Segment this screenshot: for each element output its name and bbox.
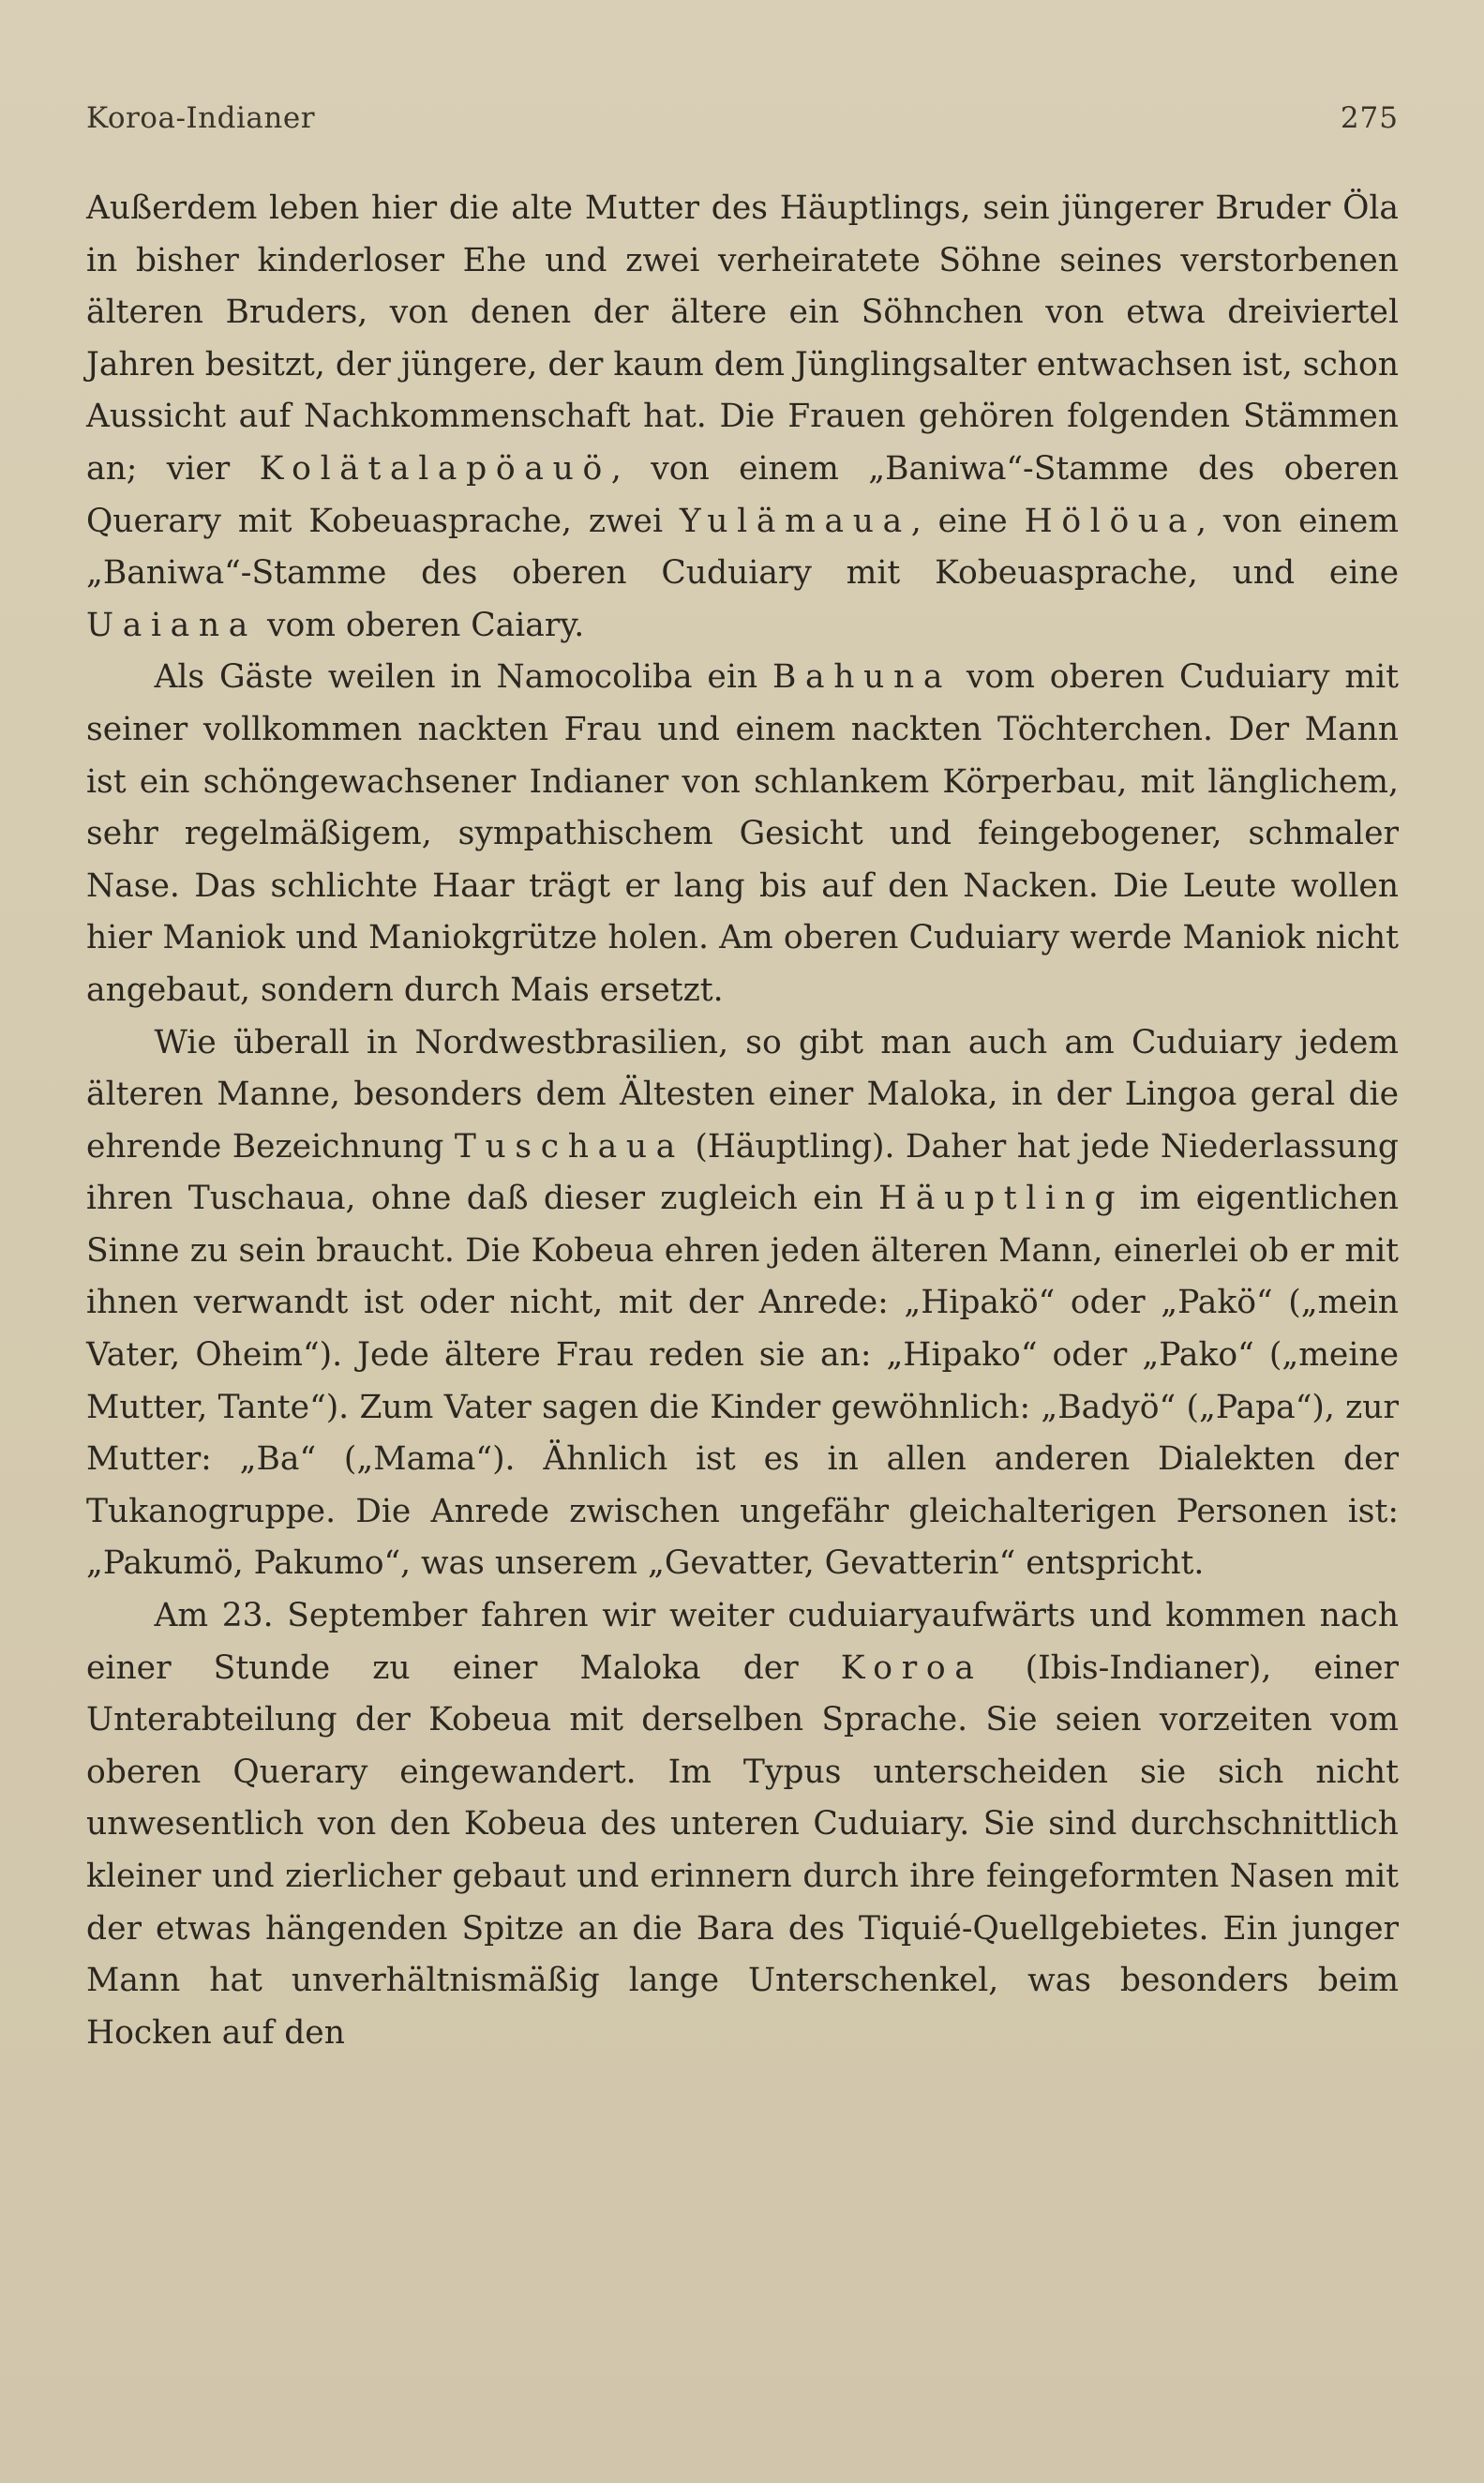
paragraph: [86, 652, 1399, 1016]
running-title: Koroa-Indianer: [86, 101, 316, 135]
spaced-name: Hölöua: [1024, 502, 1197, 540]
spaced-name: Koroa: [840, 1648, 983, 1687]
spaced-name: Yulämaua: [679, 502, 911, 540]
spaced-name: Tuschaua: [454, 1127, 684, 1166]
text-run: vom oberen Caiary.: [257, 606, 585, 644]
body-text: [86, 183, 1399, 2059]
text-run: Als Gäste weilen in Namocoliba ein: [154, 658, 772, 697]
paragraph: [86, 1017, 1399, 1591]
text-run: , eine: [910, 502, 1025, 540]
text-run: , von einem „Baniwa“-Stamme des oberen Querary mit Kobeuasprache, zwei: [86, 449, 1400, 540]
page-header: [86, 101, 1399, 143]
text-run: im eigentlichen Sinne zu sein braucht. Die Kobeua ehren jeden älteren Mann, einerlei ob er mit ihnen verwandt ist oder nicht, mit der Anrede: „Hipakö“ oder „Pakö“ („mein Vater, Oheim“). Jede ältere Frau reden sie an: „Hipako“ oder „Pako“ („meine Mutter, Tante“). Zum Vater sagen die Kinder gewöhnlich: „Badyö“ („Papa“), zur Mutter: „Ba“ („Mama“). Ähnlich ist es in allen anderen Dialekten der Tukanogruppe. Die Anrede zwischen ungefähr gleichalterigen Personen ist: „Pakumö, Pakumo“, was unserem „Gevatter, Gevatterin“ entspricht.: [86, 1180, 1399, 1583]
spaced-name: Häuptling: [878, 1180, 1125, 1218]
text-run: (Häuptling). Daher hat jede Niederlassung ihren Tuschaua, ohne daß dieser zugleich ein: [86, 1127, 1399, 1218]
text-run: Am 23. September fahren wir weiter cuduiaryaufwärts und kommen nach einer Stunde zu einer Maloka der: [86, 1597, 1399, 1687]
spaced-name: Kolätalapöauö: [259, 449, 611, 488]
text-run: vom oberen Cuduiary mit seiner vollkommen nackten Frau und einem nackten Töchterchen. Der Mann ist ein schöngewachsener Indianer von schlankem Körperbau, mit länglichem, sehr regelmäßigem, sympathischem Gesicht und feingebogener, schmaler Nase. Das schlichte Haar trägt er lang bis auf den Nacken. Die Leute wollen hier Maniok und Maniokgrütze holen. Am oberen Cuduiary werde Maniok nicht angebaut, sondern durch Mais ersetzt.: [86, 658, 1399, 1009]
page-number: 275: [1340, 101, 1399, 135]
paragraph: [86, 183, 1399, 652]
spaced-name: Bahuna: [772, 658, 952, 697]
spaced-name: Uaiana: [86, 606, 257, 644]
text-run: Außerdem leben hier die alte Mutter des Häuptlings, sein jüngerer Bruder Öla in bisher kinderloser Ehe und zwei verheiratete Söhne seines verstorbenen älteren Bruders, von denen der ältere ein Söhnchen von etwa dreiviertel Jahren besitzt, der jüngere, der kaum dem Jünglingsalter entwachsen ist, schon Aussicht auf Nachkommenschaft hat. Die Frauen gehören folgenden Stämmen an; vier: [86, 189, 1399, 488]
text-run: , von einem „Baniwa“-Stamme des oberen Cuduiary mit Kobeuasprache, und eine: [86, 502, 1399, 593]
text-run: Wie überall in Nordwestbrasilien, so gibt man auch am Cuduiary jedem älteren Manne, besonders dem Ältesten einer Maloka, in der Lingoa geral die ehrende Bezeichnung: [86, 1023, 1399, 1166]
text-run: (Ibis-Indianer), einer Unterabteilung der Kobeua mit derselben Sprache. Sie seien vorzeiten vom oberen Querary eingewandert. Im Typus unterscheiden sie sich nicht unwesentlich von den Kobeua des unteren Cuduiary. Sie sind durchschnittlich kleiner und zierlicher gebaut und erinnern durch ihre feingeformten Nasen mit der etwas hängenden Spitze an die Bara des Tiquié-Quellgebietes. Ein junger Mann hat unverhältnismäßig lange Unterschenkel, was besonders beim Hocken auf den: [86, 1648, 1399, 2052]
paragraph: [86, 1590, 1399, 2059]
